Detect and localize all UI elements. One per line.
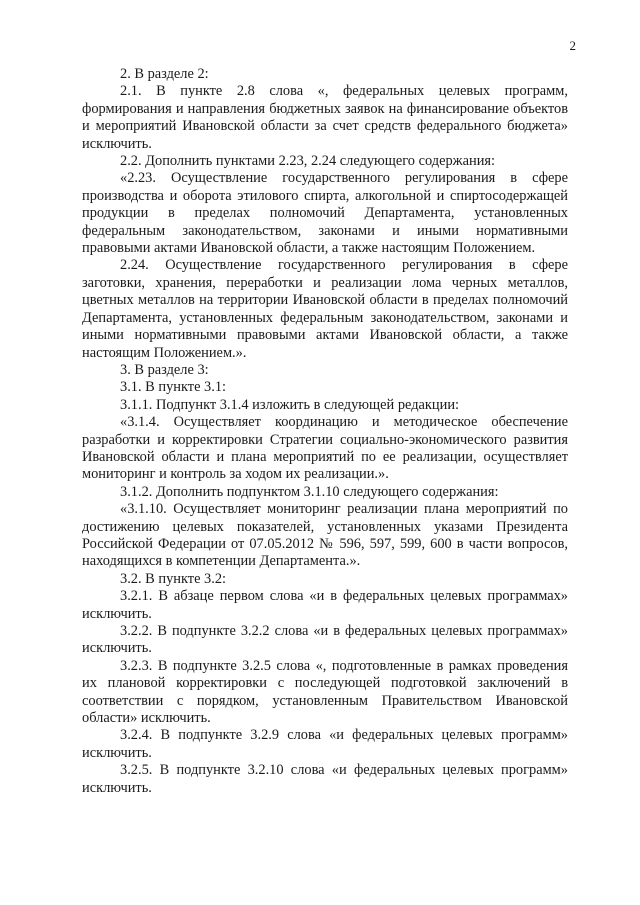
paragraph-3-1-2: 3.1.2. Дополнить подпунктом 3.1.10 следующего содержания: [120,483,499,500]
paragraph-3-2-3: 3.2.3. В подпункте 3.2.5 слова «, подготовленные в рамках проведения их плановой корректировки с последующей подготовкой заключений в соответствии с порядком, установленным Правительством Ивановской области» исключить. [82,657,568,727]
paragraph-3-2-4: 3.2.4. В подпункте 3.2.9 слова «и федеральных целевых программ» исключить. [82,727,568,761]
document-body [82,66,568,797]
paragraph-3-2: 3.2. В пункте 3.2: [120,570,227,587]
paragraph-2-2: 2.2. Дополнить пунктами 2.23, 2.24 следующего содержания: [120,153,496,170]
paragraph-3-1-4: «3.1.4. Осуществляет координацию и методическое обеспечение разработки и корректировки Стратегии социально-экономического развития Ивановской области и плана мероприятий по ее реализации, осуществляет мониторинг и контроль за ходом их реализации.». [82,414,568,483]
section-3-heading: 3. В разделе 3: [120,361,209,378]
paragraph-3-2-5: 3.2.5. В подпункте 3.2.10 слова «и федеральных целевых программ» исключить. [82,762,568,796]
paragraph-2-1: 2.1. В пункте 2.8 слова «, федеральных целевых программ, формирования и направления бюджетных заявок на финансирование объектов и мероприятий Ивановской области за счет средств федерального бюджета» исключить. [82,83,568,152]
section-2-heading: 2. В разделе 2: [120,66,209,82]
page-number: 2 [569,38,576,53]
paragraph-3-1-1: 3.1.1. Подпункт 3.1.4 изложить в следующей редакции: [120,396,460,413]
paragraph-3-1: 3.1. В пункте 3.1: [120,379,227,396]
paragraph-2-24: 2.24. Осуществление государственного регулирования в сфере заготовки, хранения, переработки и реализации лома черных металлов, цветных металлов на территории Ивановской области в пределах полномочий Департамента, установленных федеральным законодательством, законами и иными нормативными правовыми актами Ивановской области, а также настоящим Положением.». [82,257,568,361]
paragraph-2-23: «2.23. Осуществление государственного регулирования в сфере производства и оборота этилового спирта, алкогольной и спиртосодержащей продукции в пределах полномочий Департамента, установленных федеральным законодательством, законами и иными нормативными правовыми актами Ивановской области, а также настоящим Положением. [82,170,568,257]
paragraph-3-2-2: 3.2.2. В подпункте 3.2.2 слова «и в федеральных целевых программах» исключить. [82,623,568,657]
paragraph-3-1-10: «3.1.10. Осуществляет мониторинг реализации плана мероприятий по достижению целевых показателей, установленных указами Президента Российской Федерации от 07.05.2012 № 596, 597, 599, 600 в части вопросов, находящихся в компетенции Департамента.». [82,501,568,570]
paragraph-3-2-1: 3.2.1. В абзаце первом слова «и в федеральных целевых программах» исключить. [82,588,568,622]
